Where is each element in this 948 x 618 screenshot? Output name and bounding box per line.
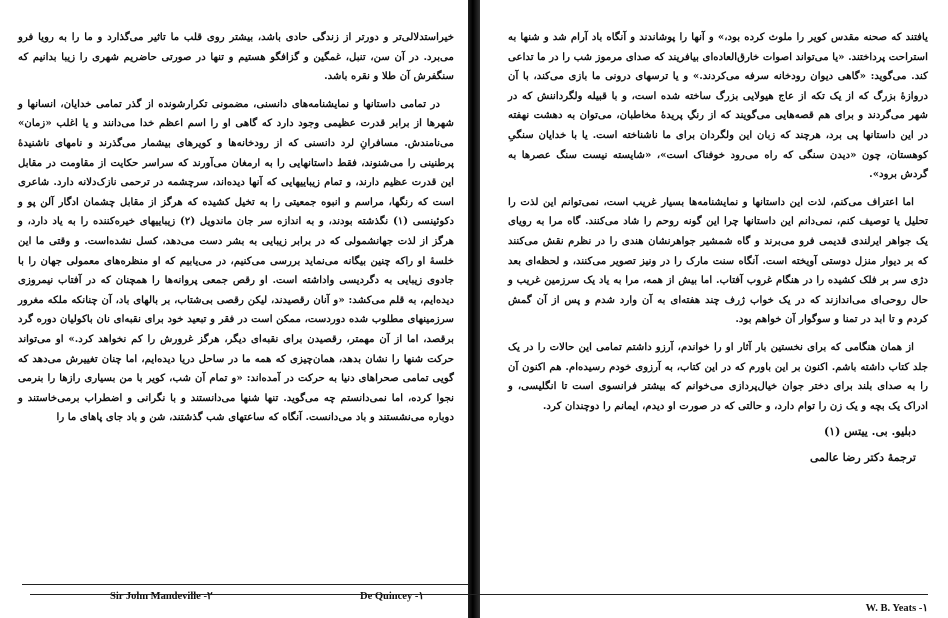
left-paragraph-2: در تمامی داستانها و نمایشنامه‌های دانسنی، مضمونی تکرارشونده از گذر تمامی خدایان، انسانها و شهرها از برابر قدرت عظیمی وجود دارد که گاهی او را اسم اعظم خدا می‌دانند و یا اغلب «زمان» می‌نامندش. مسافرانِ لرد دانسنی که از رودخانه‌ها و کویرهای بیشمار می‌گذرند و نامهای ناشنیدهٔ پرطنینی را می‌شنوند، فقط داستانهایی را به ارمغان می‌آورند که سراسر حکایت از مقاومت در مقابل این قدرت عظیم دارند، و تمام زیباییهایی که آنها دیده‌اند، سرچشمه در ترحمی نازک‌دلانه دارد. شاعری است که رنگها، مراسم و انبوه جمعیتی را به تخیل کشیده که هرگز از مقابل چشمان ادگار آلن پو و دکوئینسی (۱) نگذشته بودند، و به اندازه سر جان ماندویل (۲) زیباییهای خیره‌کننده را به یاد دارد، و هرگز از لذت جهانشمولی که در برابر زیبایی به بشر دست می‌دهد، کسل نشده‌است. و وقتی ما این خلسهٔ او راکه چنین بیگانه می‌نماید بررسی می‌کنیم، در می‌یابیم که او منظره‌های معمولی جهان را با جادوی زیبایی به دگردیسی واداشته است. او رقص جمعی پروانه‌ها را همچنان که در آفتاب نیمروزی دیده‌ایم، به قلم می‌کشد: «و آنان رقصیدند، لیکن رقصی بی‌شتاب، بر بالهای باد، آن چنانکه ملکه مغرور سرزمینهای مطلوب شده دوردست، ممکن است در فقر و تبعید خود برای نقبه‌ای نان باکولیان دوره گرد برقصد، اما از آن مهمتر، رقصیدن برای نقبه‌ای دیگر، هرگز غرورش را کم نخواهد کرد.» او می‌تواند حرکت شنها را نشان بدهد، همان‌چیزی که همه ما در ساحل دریا دیده‌ایم، اما چنان تغییرش می‌دهد که گویی تمامی صحراهای دنیا به حرکت در آمده‌اند: «و تمام آن شب، کویر با من بسیاری رازها را بنرمی نجوا کرده، اما نمی‌دانستم چه می‌گوید. تنها شنها می‌دانستند و با نگرانی و اضطراب برمی‌خاستند و دوباره می‌نشستند و باد می‌دانست. آنگاه که ساعتهای شب گذشتند، شن و باد جای پاهای ما را <box>18 97 454 424</box>
left-page <box>0 0 468 618</box>
left-paragraph-1: خیراستدلالی‌تر و دورتر از زندگی حادی باشد، بیشتر روی قلب ما تاثیر می‌گذارد و ما را به رویا فرو می‌برد. در آن سن، تنبل، غمگین و گزافگو هستیم و تنها در صورتی حاضریم شهری را زیبا بدانیم که سنگفرش آن طلا و نقره باشد. <box>18 31 454 83</box>
left-footnote-1: De Quincey -۱ <box>360 591 424 602</box>
author-signature: دبلیو. بی. ییتس (۱) <box>823 425 916 439</box>
right-page <box>480 0 948 618</box>
right-paragraph-2: اما اعتراف می‌کنم، لذت این داستانها و نمایشنامه‌ها بسیار غریب است، نمی‌توانم این لذت را تحلیل یا توصیف کنم، نمی‌دانم این داستانها چرا این گونه روحم را شاد می‌کنند. گاه مرا به رویای یک جواهر ایرلندی قدیمی فرو می‌برند و گاه شمشیر جواهرنشان هندی را در نظرم نقش می‌کنند که بر دیوار منزل دوستی آویخته است. آنگاه سنت مارک را در ونیز تصویر می‌کنند، و لحظه‌ای بعد دژی سر بر فلک کشیده را در هنگام غروب آفتاب. اما بیش از همه، مرا به یاد یک سرزمین غریب و حال روحی‌ای می‌اندازند که در یک خواب ژرف چند هفته‌ای به آن وارد شدم و پس از آن گمش کردم و تا ابد در تمنا و سوگوار آن خواهم بود. <box>508 195 928 326</box>
book-gutter <box>468 0 480 618</box>
translator-credit: ترجمهٔ دکتر رضا عالمی <box>810 451 916 465</box>
right-paragraph-1: یافتند که صحنه مقدس کویر را ملوث کرده بود،» و آنها را پوشاندند و آنگاه باد آرام شد و شنها به استراحت پرداختند. «یا می‌تواند اصوات خارق‌العاده‌ای بیافریند که صدای مرموز شب را در ما تداعی کند. می‌گوید: «گاهی دیوان رودخانه سرفه می‌کردند.» و یا ترسهای درونی ما بازی می‌کند، با آن دروازهٔ بزرگ که از یک تکه از عاج هیولایی بزرگ ساخته شده است، و با قبیله ولگرداننش که در شهر می‌گردند و برای هم قصه‌هایی می‌گویند که از رنگِ پریدهٔ مخاطبان، می‌توان به دهشت نهفته در این داستانها پی برد، هرچند که زبان این ولگردان برای ما ناشناخته است. یا با خدایان سنگیِ کوهستان، چون «دیدن سنگی که راه می‌رود خوفناک است»، «شایسته نیست سنگ عصرها به گردش برود». <box>508 31 928 181</box>
right-footnote-1: W. B. Yeats -۱ <box>865 603 928 614</box>
right-footnote-rule <box>30 594 928 595</box>
right-paragraph-3: از همان هنگامی که برای نخستین بار آثار او را خواندم، آرزو داشتم تمامی این حالات را در یک جلد کتاب داشته باشم. اکنون بر این باورم که در این کتاب، به آرزوی خودم رسیده‌ام. هم اکنون آن را به صدای بلند برای دختر جوان خیال‌پردازی می‌خوانم که بیشتر فرانسوی است تا انگلیسی، و ادراک یک بچه و یک زن را توام دارد، و حالتی که در صورت او دیدم، ایمانم را دوچندان کرد. <box>508 340 928 412</box>
left-footnote-2: Sir John Mandeville -۲ <box>110 591 213 602</box>
